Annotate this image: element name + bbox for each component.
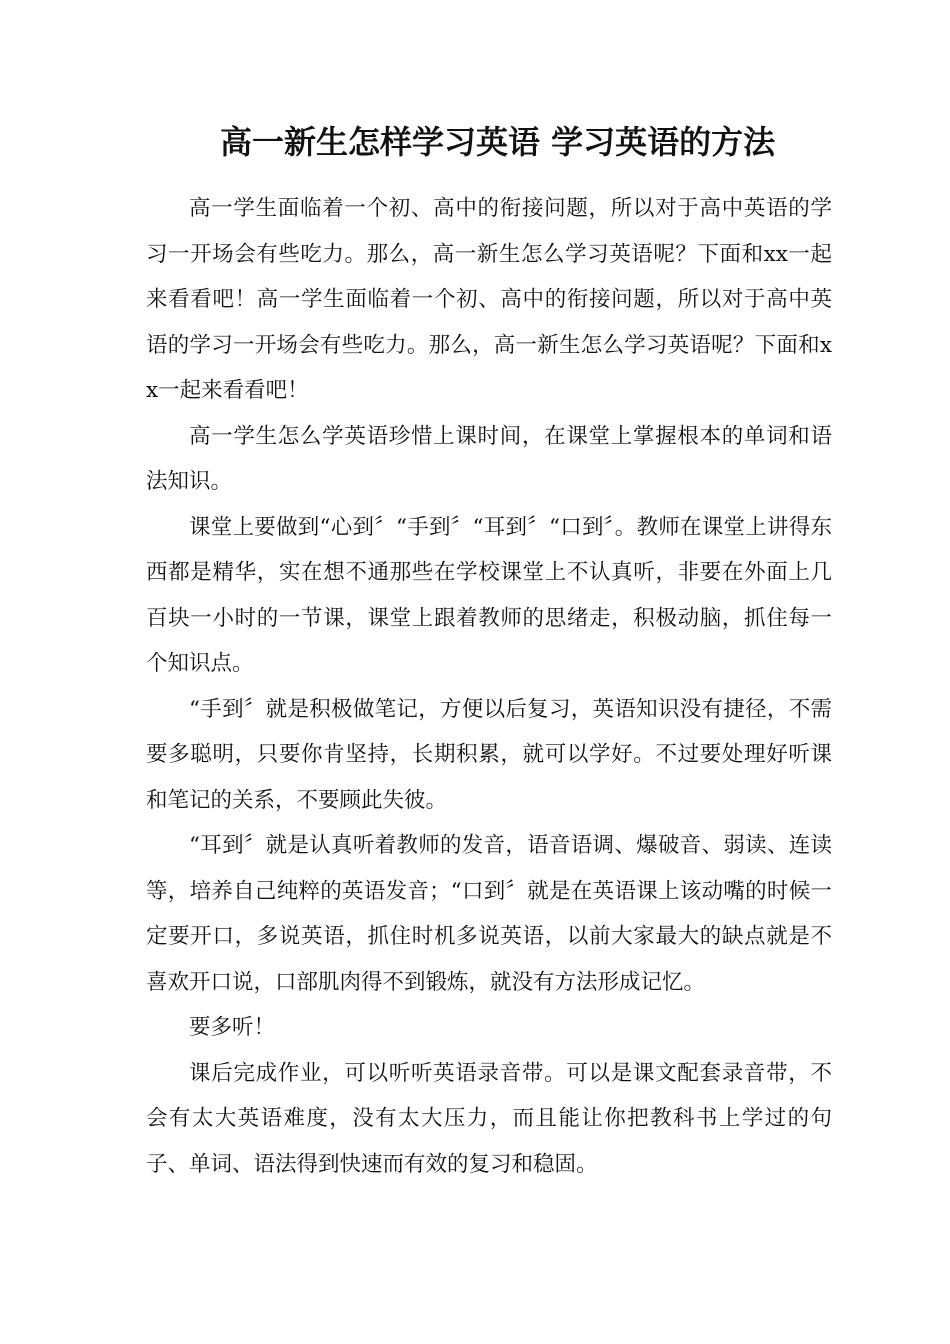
paragraph: “耳到〞就是认真听着教师的发音，语音语调、爆破音、弱读、连读等，培养自己纯粹的英语发音；“口到〞就是在英语课上该动嘴的时候一定要开口，多说英语，抓住时机多说英语，以前大家最大的缺点就是不喜欢开口说，口部肌肉得不到锻炼，就没有方法形成记忆。 bbox=[146, 833, 832, 995]
paragraph: 课堂上要做到“心到〞“手到〞“耳到〞“口到〞。教师在课堂上讲得东西都是精华，实在想不通那些在学校课堂上不认真听，非要在外面上几百块一小时的一节课，课堂上跟着教师的思绪走，积极动脑，抓住每一个知识点。 bbox=[146, 514, 832, 676]
paragraph: 课后完成作业，可以听听英语录音带。可以是课文配套录音带，不会有太大英语难度，没有太大压力，而且能让你把教科书上学过的句子、单词、语法得到快速而有效的复习和稳固。 bbox=[146, 1060, 832, 1177]
paragraph: 高一学生面临着一个初、高中的衔接问题，所以对于高中英语的学习一开场会有些吃力。那么，高一新生怎么学习英语呢？下面和xx一起来看看吧！高一学生面临着一个初、高中的衔接问题，所以对于高中英语的学习一开场会有些吃力。那么，高一新生怎么学习英语呢？下面和xx一起来看看吧！ bbox=[146, 196, 832, 403]
document-title: 高一新生怎样学习英语 学习英语的方法 bbox=[220, 123, 776, 161]
paragraph: “手到〞就是积极做笔记，方便以后复习，英语知识没有捷径，不需要多聪明，只要你肯坚持，长期积累，就可以学好。不过要处理好听课和笔记的关系，不要顾此失彼。 bbox=[146, 696, 832, 813]
document-body bbox=[146, 186, 832, 1187]
paragraph: 高一学生怎么学英语珍惜上课时间，在课堂上掌握根本的单词和语法知识。 bbox=[146, 423, 832, 494]
paragraph: 要多听！ bbox=[189, 1015, 276, 1040]
